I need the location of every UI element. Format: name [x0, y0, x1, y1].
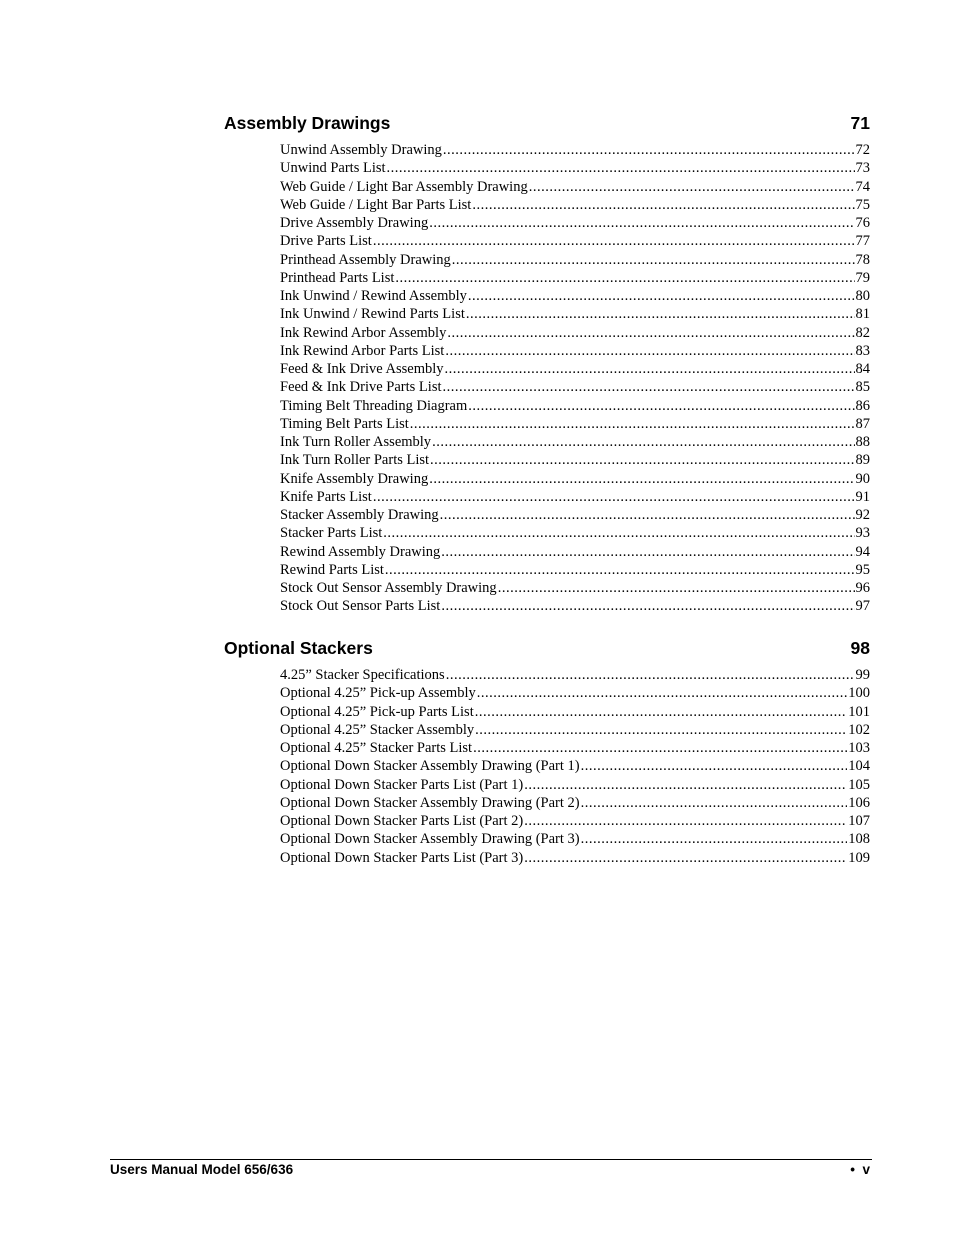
toc-entry-title: Ink Unwind / Rewind Parts List — [280, 306, 465, 323]
dot-leader — [581, 794, 848, 812]
toc-entry[interactable] — [280, 488, 870, 506]
toc-entry-page-number: 86 — [855, 397, 870, 414]
toc-entry[interactable] — [280, 269, 870, 287]
toc-entry-title: Optional 4.25” Stacker Assembly — [280, 721, 475, 738]
dot-leader — [498, 579, 855, 597]
toc-entry-page-number: 75 — [855, 196, 870, 213]
toc-entry-title: Rewind Assembly Drawing — [280, 543, 441, 560]
dot-leader — [445, 342, 854, 360]
dot-leader — [429, 214, 854, 232]
toc-entry-page-number: 76 — [855, 215, 870, 231]
toc-entry-page-number: 101 — [848, 703, 870, 720]
toc-entry-page-number: 85 — [855, 379, 870, 396]
footer-divider — [110, 1159, 872, 1160]
footer-manual-title: Users Manual Model 656/636 — [110, 1162, 294, 1177]
dot-leader — [446, 666, 855, 684]
section-title: Optional Stackers — [224, 638, 373, 658]
toc-entry[interactable] — [280, 287, 870, 305]
toc-entry-title: Printhead Assembly Drawing — [280, 251, 451, 268]
dot-leader — [468, 287, 855, 305]
toc-section-assembly-drawings — [224, 111, 870, 616]
page-footer — [110, 1162, 870, 1177]
dot-leader — [373, 488, 855, 506]
toc-entry-page-number: 72 — [855, 142, 870, 158]
toc-entry-page-number: 95 — [855, 561, 870, 578]
toc-entry-page-number: 87 — [855, 415, 870, 432]
toc-entry-title: Timing Belt Parts List — [280, 415, 409, 432]
toc-entry-title: Optional Down Stacker Parts List (Part 1) — [280, 776, 524, 793]
toc-entry[interactable] — [280, 433, 870, 451]
dot-leader — [441, 543, 854, 561]
toc-entry-title: Ink Rewind Arbor Assembly — [280, 324, 447, 341]
toc-entry[interactable] — [280, 830, 870, 848]
toc-entry[interactable] — [280, 415, 870, 433]
toc-entry-title: Drive Parts List — [280, 233, 372, 250]
toc-entry-title: Optional 4.25” Stacker Parts List — [280, 740, 473, 756]
toc-entry-page-number: 83 — [855, 342, 870, 359]
toc-entry-page-number: 108 — [848, 831, 870, 848]
toc-entry-page-number: 92 — [855, 507, 870, 523]
toc-entry[interactable] — [280, 232, 870, 250]
dot-leader — [385, 561, 855, 579]
toc-entry[interactable] — [280, 666, 870, 684]
dot-leader — [443, 141, 855, 159]
dot-leader — [429, 470, 854, 488]
dot-leader — [383, 524, 854, 542]
toc-entry-page-number: 106 — [848, 794, 870, 811]
dot-leader — [443, 378, 855, 396]
bullet-icon: • — [850, 1162, 855, 1177]
toc-entry-title: Optional 4.25” Pick-up Assembly — [280, 685, 476, 702]
dot-leader — [440, 506, 855, 524]
toc-entry-page-number: 91 — [855, 488, 870, 505]
toc-entry[interactable] — [280, 524, 870, 542]
footer-page-number: v — [862, 1162, 870, 1177]
section-page-number: 98 — [850, 638, 870, 658]
dot-leader — [524, 776, 847, 794]
dot-leader — [529, 178, 855, 196]
toc-entry-title: Knife Parts List — [280, 488, 372, 505]
toc-entry-title: Rewind Parts List — [280, 561, 384, 578]
toc-entry-title: Optional Down Stacker Parts List (Part 3) — [280, 849, 524, 866]
toc-entry-page-number: 102 — [848, 721, 870, 738]
toc-entry[interactable] — [280, 178, 870, 196]
dot-leader — [473, 739, 847, 757]
toc-entry-title: Feed & Ink Drive Parts List — [280, 379, 442, 396]
toc-entry[interactable] — [280, 397, 870, 415]
toc-entry[interactable] — [280, 561, 870, 579]
toc-entry-title: 4.25” Stacker Specifications — [280, 667, 445, 683]
toc-entry-title: Web Guide / Light Bar Parts List — [280, 196, 472, 213]
toc-entry-title: Timing Belt Threading Diagram — [280, 397, 468, 414]
dot-leader — [468, 397, 854, 415]
toc-entry-list — [280, 141, 870, 616]
toc-entry-page-number: 82 — [855, 324, 870, 341]
dot-leader — [395, 269, 854, 287]
toc-entry[interactable] — [280, 141, 870, 159]
dot-leader — [430, 451, 854, 469]
dot-leader — [445, 360, 855, 378]
toc-entry-page-number: 103 — [848, 740, 870, 756]
toc-entry-title: Unwind Assembly Drawing — [280, 142, 442, 158]
toc-entry[interactable] — [280, 776, 870, 794]
toc-entry[interactable] — [280, 214, 870, 232]
toc-entry-title: Optional 4.25” Pick-up Parts List — [280, 703, 474, 720]
toc-entry-title: Drive Assembly Drawing — [280, 215, 429, 231]
toc-entry-page-number: 100 — [848, 685, 870, 702]
toc-entry-page-number: 73 — [855, 160, 870, 177]
toc-entry-title: Unwind Parts List — [280, 160, 386, 177]
toc-entry[interactable] — [280, 794, 870, 812]
toc-entry-page-number: 109 — [848, 849, 870, 866]
dot-leader — [524, 849, 847, 867]
dot-leader — [475, 703, 848, 721]
toc-entry[interactable] — [280, 812, 870, 830]
section-heading[interactable] — [224, 111, 870, 135]
toc-entry-page-number: 88 — [855, 434, 870, 450]
toc-entry-title: Web Guide / Light Bar Assembly Drawing — [280, 178, 528, 195]
toc-entry[interactable] — [280, 251, 870, 269]
toc-entry[interactable] — [280, 378, 870, 396]
toc-entry-page-number: 84 — [855, 361, 870, 377]
dot-leader — [477, 684, 848, 702]
footer-page-indicator — [850, 1162, 870, 1177]
toc-entry[interactable] — [280, 543, 870, 561]
toc-entry-title: Optional Down Stacker Assembly Drawing (Part 3) — [280, 831, 580, 848]
toc-entry-title: Ink Turn Roller Parts List — [280, 452, 430, 469]
toc-entry-title: Knife Assembly Drawing — [280, 470, 429, 487]
toc-entry-page-number: 90 — [855, 470, 870, 487]
toc-entry-page-number: 81 — [855, 306, 870, 323]
toc-entry-page-number: 89 — [855, 452, 870, 469]
toc-entry-title: Stock Out Sensor Parts List — [280, 598, 441, 615]
toc-entry-page-number: 105 — [848, 776, 870, 793]
toc-entry-title: Stacker Parts List — [280, 525, 383, 542]
dot-leader — [472, 196, 854, 214]
dot-leader — [410, 415, 855, 433]
toc-entry-page-number: 96 — [855, 580, 870, 596]
dot-leader — [373, 232, 855, 250]
toc-entry-page-number: 94 — [855, 543, 870, 560]
toc-entry[interactable] — [280, 506, 870, 524]
toc-entry-title: Stacker Assembly Drawing — [280, 507, 439, 523]
toc-entry-page-number: 107 — [848, 813, 870, 829]
dot-leader — [466, 305, 855, 323]
toc-entry-page-number: 97 — [855, 598, 870, 615]
toc-entry-list — [280, 666, 870, 867]
toc-entry[interactable] — [280, 757, 870, 775]
dot-leader — [475, 721, 847, 739]
section-title: Assembly Drawings — [224, 113, 391, 133]
toc-entry-page-number: 104 — [848, 758, 870, 775]
toc-entry[interactable] — [280, 739, 870, 757]
toc-entry[interactable] — [280, 721, 870, 739]
section-heading[interactable] — [224, 636, 870, 660]
toc-entry-title: Optional Down Stacker Parts List (Part 2) — [280, 813, 524, 829]
toc-entry-title: Printhead Parts List — [280, 269, 395, 286]
toc-entry[interactable] — [280, 342, 870, 360]
dot-leader — [447, 324, 854, 342]
dot-leader — [524, 812, 847, 830]
toc-entry[interactable] — [280, 196, 870, 214]
toc-entry[interactable] — [280, 597, 870, 615]
toc-entry-title: Stock Out Sensor Assembly Drawing — [280, 580, 497, 596]
toc-entry-page-number: 99 — [855, 667, 870, 683]
dot-leader — [432, 433, 854, 451]
toc-entry[interactable] — [280, 305, 870, 323]
toc-entry[interactable] — [280, 451, 870, 469]
toc-entry-page-number: 93 — [855, 525, 870, 542]
toc-entry-title: Optional Down Stacker Assembly Drawing (Part 1) — [280, 758, 580, 775]
dot-leader — [441, 597, 854, 615]
toc-entry[interactable] — [280, 360, 870, 378]
toc-entry-page-number: 80 — [855, 288, 870, 304]
dot-leader — [387, 159, 855, 177]
dot-leader — [581, 757, 848, 775]
toc-entry[interactable] — [280, 470, 870, 488]
toc-entry-title: Ink Rewind Arbor Parts List — [280, 342, 445, 359]
toc-entry-page-number: 79 — [855, 269, 870, 286]
section-page-number: 71 — [850, 113, 870, 133]
dot-leader — [452, 251, 855, 269]
toc-entry[interactable] — [280, 579, 870, 597]
toc-entry-page-number: 78 — [855, 251, 870, 268]
toc-entry[interactable] — [280, 684, 870, 702]
toc-entry-page-number: 77 — [855, 233, 870, 250]
toc-entry-title: Ink Unwind / Rewind Assembly — [280, 288, 467, 304]
toc-entry-page-number: 74 — [855, 178, 870, 195]
toc-entry-title: Feed & Ink Drive Assembly — [280, 361, 444, 377]
dot-leader — [581, 830, 848, 848]
toc-entry-title: Optional Down Stacker Assembly Drawing (Part 2) — [280, 794, 580, 811]
toc-entry[interactable] — [280, 703, 870, 721]
toc-entry[interactable] — [280, 849, 870, 867]
toc-entry-title: Ink Turn Roller Assembly — [280, 434, 432, 450]
toc-section-optional-stackers — [224, 636, 870, 867]
toc-entry[interactable] — [280, 159, 870, 177]
toc-entry[interactable] — [280, 324, 870, 342]
